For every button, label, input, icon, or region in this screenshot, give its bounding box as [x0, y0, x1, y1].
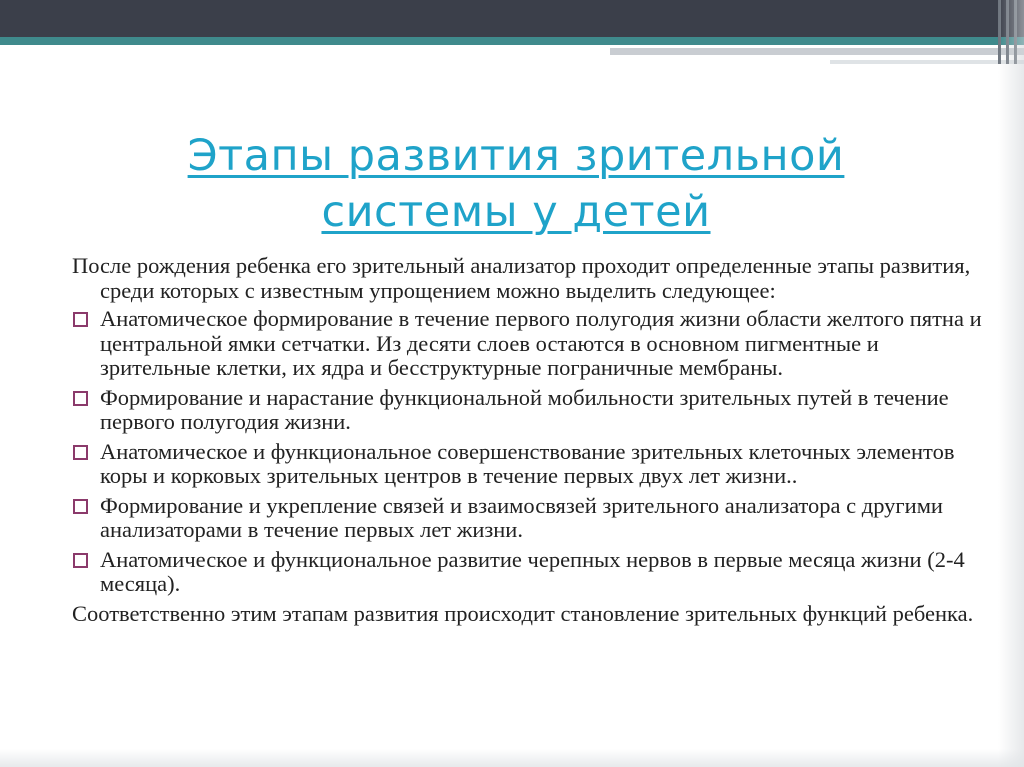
list-item [72, 440, 982, 489]
list-item-text: Формирование и нарастание функциональной мобильности зрительных путей в течение первого полугодия жизни. [100, 384, 949, 434]
header-dark-bar [0, 0, 1024, 37]
hollow-square-bullet-icon [73, 553, 88, 568]
list-item-text: Анатомическое формирование в течение первого полугодия жизни области желтого пятна и центральной ямки сетчатки. Из десяти слоев остаются в основном пигментные и зрительные клетки, их ядра и бесструктурные пограничные мембраны. [100, 306, 982, 380]
slide-body [72, 254, 982, 630]
list-item [72, 307, 982, 381]
slide-bottom-shadow [0, 749, 1024, 767]
header-accent-bar [0, 37, 1024, 45]
hollow-square-bullet-icon [73, 391, 88, 406]
conclusion-paragraph: Соответственно этим этапам развития происходит становление зрительных функций ребенка. [72, 600, 974, 626]
hollow-square-bullet-icon [73, 445, 88, 460]
list-item [72, 548, 982, 597]
list-item-text: Анатомическое и функциональное развитие черепных нервов в первые месяца жизни (2-4 месяца). [100, 546, 965, 596]
list-item-text: Анатомическое и функциональное совершенствование зрительных клеточных элементов коры и корковых зрительных центров в течение первых двух лет жизни.. [100, 438, 955, 488]
slide-title-line-1: Этапы развития зрительной [187, 131, 845, 181]
header-grey-stripe [610, 48, 1024, 55]
slide-title-line-2: системы у детей [321, 187, 711, 237]
hollow-square-bullet-icon [73, 499, 88, 514]
slide-right-shadow [998, 0, 1024, 767]
slide-title [100, 128, 932, 240]
header-light-stripe [830, 60, 1024, 64]
list-item [72, 494, 982, 543]
hollow-square-bullet-icon [73, 312, 88, 327]
intro-paragraph: После рождения ребенка его зрительный анализатор проходит определенные этапы развития, среди которых с известным упрощением можно выделить следующее: [72, 253, 971, 303]
list-item [72, 386, 982, 435]
list-item-text: Формирование и укрепление связей и взаимосвязей зрительного анализатора с другими анализаторами в течение первых лет жизни. [100, 492, 943, 542]
